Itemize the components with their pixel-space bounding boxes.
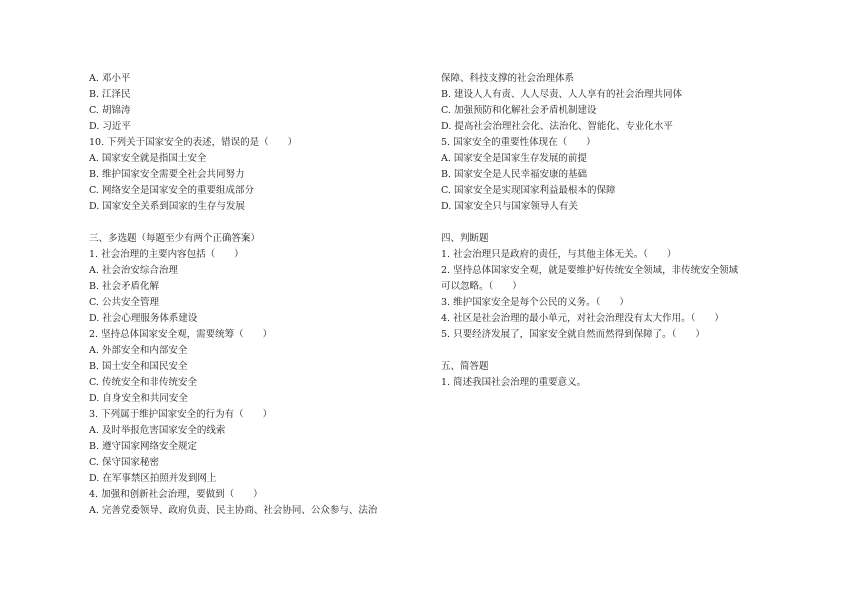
tf-question-5: 5. 只要经济发展了，国家安全就自然而然得到保障了。（ ）	[441, 329, 705, 340]
q9-option-d: D. 习近平	[89, 121, 131, 132]
spacer	[441, 215, 781, 231]
mq1-stem: 1. 社会治理的主要内容包括（ ）	[89, 249, 244, 260]
mq4-stem: 4. 加强和创新社会治理，要做到（ ）	[89, 489, 263, 500]
tf-question-2-continued: 可以忽略。（ ）	[441, 281, 522, 292]
short-answer-1: 1. 简述我国社会治理的重要意义。	[441, 377, 587, 388]
mq3-option-c: C. 保守国家秘密	[89, 457, 159, 468]
mq5-option-b: B. 国家安全是人民幸福安康的基础	[441, 169, 588, 180]
q10-option-d: D. 国家安全关系到国家的生存与发展	[89, 201, 245, 212]
tf-question-3: 3. 维护国家安全是每个公民的义务。（ ）	[441, 297, 629, 308]
tf-question-2: 2. 坚持总体国家安全观，就是要维护好传统安全领域，非传统安全领域	[441, 265, 739, 276]
mq2-stem: 2. 坚持总体国家安全观，需要统筹（ ）	[89, 329, 273, 340]
mq3-option-b: B. 遵守国家网络安全规定	[89, 441, 198, 452]
mq4-option-b: B. 建设人人有责、人人尽责、人人享有的社会治理共同体	[441, 89, 683, 100]
mq2-option-b: B. 国土安全和国民安全	[89, 361, 188, 372]
q9-option-b: B. 江泽民	[89, 89, 131, 100]
mq2-option-c: C. 传统安全和非传统安全	[89, 377, 197, 388]
mq1-option-c: C. 公共安全管理	[89, 297, 159, 308]
q9-option-c: C. 胡锦涛	[89, 105, 131, 116]
spacer	[89, 215, 429, 231]
q10-option-b: B. 维护国家安全需要全社会共同努力	[89, 169, 245, 180]
mq5-option-a: A. 国家安全是国家生存发展的前提	[441, 153, 587, 164]
section-3-title: 三、多选题（每题至少有两个正确答案）	[89, 233, 261, 244]
tf-question-1: 1. 社会治理只是政府的责任，与其他主体无关。（ ）	[441, 249, 677, 260]
mq2-option-a: A. 外部安全和内部安全	[89, 345, 188, 356]
section-4-title: 四、判断题	[441, 233, 489, 244]
mq5-option-d: D. 国家安全只与国家领导人有关	[441, 201, 578, 212]
q10-option-a: A. 国家安全就是指国土安全	[89, 153, 207, 164]
section-5-title: 五、简答题	[441, 361, 489, 372]
mq5-option-c: C. 国家安全是实现国家利益最根本的保障	[441, 185, 616, 196]
mq2-option-d: D. 自身安全和共同安全	[89, 393, 188, 404]
q9-option-a: A. 邓小平	[89, 73, 131, 84]
mq1-option-a: A. 社会治安综合治理	[89, 265, 178, 276]
tf-question-4: 4. 社区是社会治理的最小单元，对社会治理没有太大作用。（ ）	[441, 313, 724, 324]
mq3-option-d: D. 在军事禁区拍照并发到网上	[89, 473, 217, 484]
left-column	[89, 71, 429, 519]
mq4-option-d: D. 提高社会治理社会化、法治化、智能化、专业化水平	[441, 121, 673, 132]
mq5-stem: 5. 国家安全的重要性体现在（ ）	[441, 137, 596, 148]
mq3-stem: 3. 下列属于维护国家安全的行为有（ ）	[89, 409, 273, 420]
mq4-option-a: A. 完善党委领导、政府负责、民主协商、社会协同、公众参与、法治	[89, 505, 378, 516]
mq3-option-a: A. 及时举报危害国家安全的线索	[89, 425, 226, 436]
spacer	[441, 343, 781, 359]
mq4-option-a-continued: 保障、科技支撑的社会治理体系	[441, 73, 575, 84]
q10-stem: 10. 下列关于国家安全的表述，错误的是（ ）	[89, 137, 298, 148]
mq4-option-c: C. 加强预防和化解社会矛盾机制建设	[441, 105, 597, 116]
q10-option-c: C. 网络安全是国家安全的重要组成部分	[89, 185, 254, 196]
right-column	[441, 71, 781, 391]
mq1-option-d: D. 社会心理服务体系建设	[89, 313, 198, 324]
mq1-option-b: B. 社会矛盾化解	[89, 281, 160, 292]
